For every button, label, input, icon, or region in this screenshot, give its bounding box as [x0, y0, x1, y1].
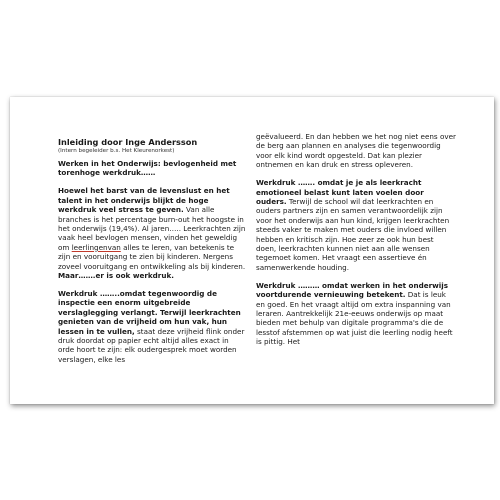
paragraph-evaluatie-body: geëvalueerd. En dan hebben we het nog niet eens over de berg aan plannen en analyses die tegenwoordig voor elk kind wordt opgesteld. Dat kan plezier ontnemen en kan druk en stress opleveren. [256, 132, 456, 170]
spelling-error-word: leerlingenvan [71, 242, 121, 252]
paragraph-stress-body: Van alle branches is het percentage burn-out het hoogste in het onderwijs (19,4%). Al jaren….. Leerkrachten zijn vaak heel bevlogen mensen, vinden het geweldig om [58, 205, 246, 252]
paragraph-inspectie [58, 289, 246, 364]
paragraph-inspectie-lead: Werkdruk ……..omdat tegenwoordig de inspectie een enorm uitgebreide verslaglegging verlangt. Terwijl leerkrachten genieten van de vrijheid om hun vak, hun lessen in te vullen, [58, 288, 241, 336]
author-role: (Intern begeleider b.s. Het Kleurenorkest) [58, 148, 175, 154]
paragraph-stress [58, 186, 246, 280]
chapter-title: Inleiding door Inge Andersson [58, 137, 198, 147]
intro-heading [58, 159, 246, 178]
paragraph-stress-body-cont: alles te leren, van betekenis te zijn en vooruitgang te zien bij kinderen. Nergens zoveel vooruitgang en ontwikkeling als bij kinderen. [58, 242, 246, 271]
paragraph-ouders-body: Terwijl de school wil dat leerkrachten en ouders partners zijn en samen verantwoordelijk zijn voor het onderwijs aan hun kind, krijgen leerkrachten steeds vaker te maken met ouders die invloed willen hebben en kritisch zijn. Hoe zeer ze ook hun best doen, leerkrachten kunnen niet aan alle wensen tegemoet komen. Het vraagt een assertieve én samenwerkende houding. [256, 196, 450, 272]
paragraph-ouders-lead: Werkdruk ……. omdat je je als leerkracht emotioneel belast kunt laten voelen door ouders. [256, 178, 424, 206]
left-column [58, 137, 246, 373]
paragraph-stress-lead: Hoewel het barst van de levenslust en het talent in het onderwijs blijkt de hoge werkdruk veel stress te geven. [58, 186, 230, 215]
paragraph-vernieuwing-body: Dat is leuk en goed. En het vraagt altijd om extra inspanning van leraren. Aantrekkelijk 21e-eeuws onderwijs op maat bieden met behulp van digitale programma's die de lesstof afstemmen op wat juist die leerling nodig heeft is pittig. Het [256, 290, 453, 347]
paragraph-inspectie-body: staat deze vrijheid flink onder druk doordat op papier echt altijd alles exact in orde hoort te zijn: elk oudergesprek moet worden verslagen, elke les [58, 326, 245, 364]
paragraph-stress-end: Maar…….er is ook werkdruk. [58, 270, 174, 280]
paragraph-evaluatie [256, 132, 456, 170]
right-column [256, 132, 456, 355]
paragraph-vernieuwing-lead: Werkdruk ……… omdat werken in het onderwijs voortdurende vernieuwing betekent. [256, 280, 449, 300]
intro-heading-text: Werken in het Onderwijs: bevlogenheid met torenhoge werkdruk…… [58, 159, 237, 178]
book-page-spread [10, 97, 494, 404]
paragraph-ouders [256, 178, 456, 272]
paragraph-vernieuwing [256, 281, 456, 347]
